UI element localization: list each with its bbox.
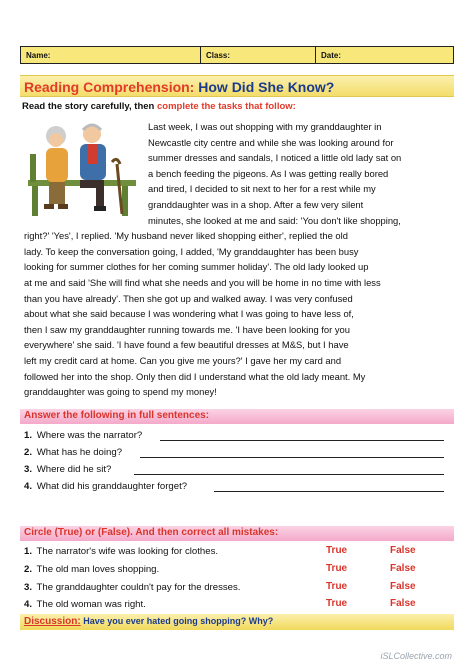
question-item xyxy=(24,430,142,441)
story-line: left my credit card at home. Can you give me yours?' I gave her my card and xyxy=(24,355,342,366)
story-line: looking for summer clothes for her coming summer holiday'. The old lady looked up xyxy=(24,261,369,273)
site-watermark: iSLCollective.com xyxy=(380,651,452,661)
statement-text: The old woman was right. xyxy=(36,599,146,610)
question-text: Where was the narrator? xyxy=(36,430,143,441)
story-line: then I saw my granddaughter running towards me. 'I have been looking for you xyxy=(24,323,350,335)
false-option[interactable]: False xyxy=(390,545,416,556)
statement-number: 4. xyxy=(24,599,33,610)
true-option[interactable]: True xyxy=(326,598,348,609)
false-option[interactable]: False xyxy=(390,581,416,592)
story-line: minutes, she looked at me and said: 'You don't like shopping, xyxy=(148,214,401,226)
statement-item xyxy=(24,546,218,557)
elderly-couple-illustration xyxy=(22,114,142,224)
story-line: a bench feeding the pigeons. As I was getting really bored xyxy=(148,167,389,179)
story-line: granddaughter was in a shop. After a few very silent xyxy=(148,199,364,210)
true-option[interactable]: True xyxy=(326,581,348,592)
question-item xyxy=(24,447,122,458)
statement-number: 3. xyxy=(24,582,33,593)
instruction-highlight: complete the tasks that follow: xyxy=(156,101,296,112)
story-line: granddaughter was going to spend my money! xyxy=(24,386,217,398)
question-item xyxy=(24,464,111,475)
question-number: 1. xyxy=(24,430,33,441)
story-line: lady. To keep the conversation going, I added, 'My granddaughter has been busy xyxy=(24,245,359,257)
story-line: everywhere' she said. 'I have found a few beautiful dresses at M&S, but I have xyxy=(24,339,349,351)
true-option[interactable]: True xyxy=(326,563,348,574)
page-title: How Did She Know? xyxy=(198,79,335,95)
discussion-question: Have you ever hated going shopping? Why? xyxy=(83,616,274,626)
student-info-row xyxy=(20,46,454,64)
question-text: Where did he sit? xyxy=(36,464,112,475)
date-field[interactable]: Date: xyxy=(321,51,342,60)
story-line: at me and said 'She will find what she needs and you will be home in no time with less xyxy=(24,277,381,288)
name-field[interactable]: Name: xyxy=(21,47,201,63)
title-banner xyxy=(20,75,454,97)
false-option[interactable]: False xyxy=(390,563,416,574)
statement-number: 1. xyxy=(24,546,33,557)
question-text: What did his granddaughter forget? xyxy=(36,481,188,492)
statement-item xyxy=(24,599,146,610)
instruction-text: Read the story carefully, then xyxy=(22,101,157,112)
question-item xyxy=(24,481,187,492)
discussion-banner xyxy=(20,614,454,630)
question-number: 4. xyxy=(24,481,33,492)
story-line: followed her into the shop. Only then did I understand what the old lady meant. My xyxy=(24,370,366,382)
statement-text: The narrator's wife was looking for clothes. xyxy=(36,546,219,557)
answer-line[interactable] xyxy=(160,440,444,441)
story-line: right?' 'Yes', I replied. 'My husband never liked shopping either', replied the old xyxy=(24,230,348,242)
story-line: than you have already'. Then she got up and walked away. I was very confused xyxy=(24,292,353,304)
section-true-false-title: Circle (True) or (False). And then correct all mistakes: xyxy=(20,526,454,541)
story-line: about what she said because I was wondering what I was going to have less of, xyxy=(24,308,354,320)
story-line: and tired, I decided to sit next to her for a rest while my xyxy=(148,183,376,195)
reading-instruction xyxy=(22,101,296,112)
statement-item xyxy=(24,564,159,575)
statement-number: 2. xyxy=(24,564,33,575)
answer-line[interactable] xyxy=(140,457,444,458)
title-prefix: Reading Comprehension: xyxy=(24,79,195,95)
story-line: Newcastle city centre and while she was looking around for xyxy=(148,136,394,148)
statement-text: The old man loves shopping. xyxy=(36,564,160,575)
question-number: 3. xyxy=(24,464,33,475)
answer-line[interactable] xyxy=(214,491,444,492)
question-number: 2. xyxy=(24,447,33,458)
section-answer-title: Answer the following in full sentences: xyxy=(20,409,454,424)
true-option[interactable]: True xyxy=(326,545,348,556)
statement-text: The granddaughter couldn't pay for the dresses. xyxy=(36,582,241,593)
discussion-label: Discussion: xyxy=(24,616,81,627)
story-line: summer dresses and sandals, I noticed a little old lady sat on xyxy=(148,152,402,164)
class-field[interactable]: Class: xyxy=(201,47,316,63)
statement-item xyxy=(24,582,240,593)
answer-line[interactable] xyxy=(134,474,444,475)
question-text: What has he doing? xyxy=(36,447,123,458)
story-line: Last week, I was out shopping with my granddaughter in xyxy=(148,121,382,132)
false-option[interactable]: False xyxy=(390,598,416,609)
